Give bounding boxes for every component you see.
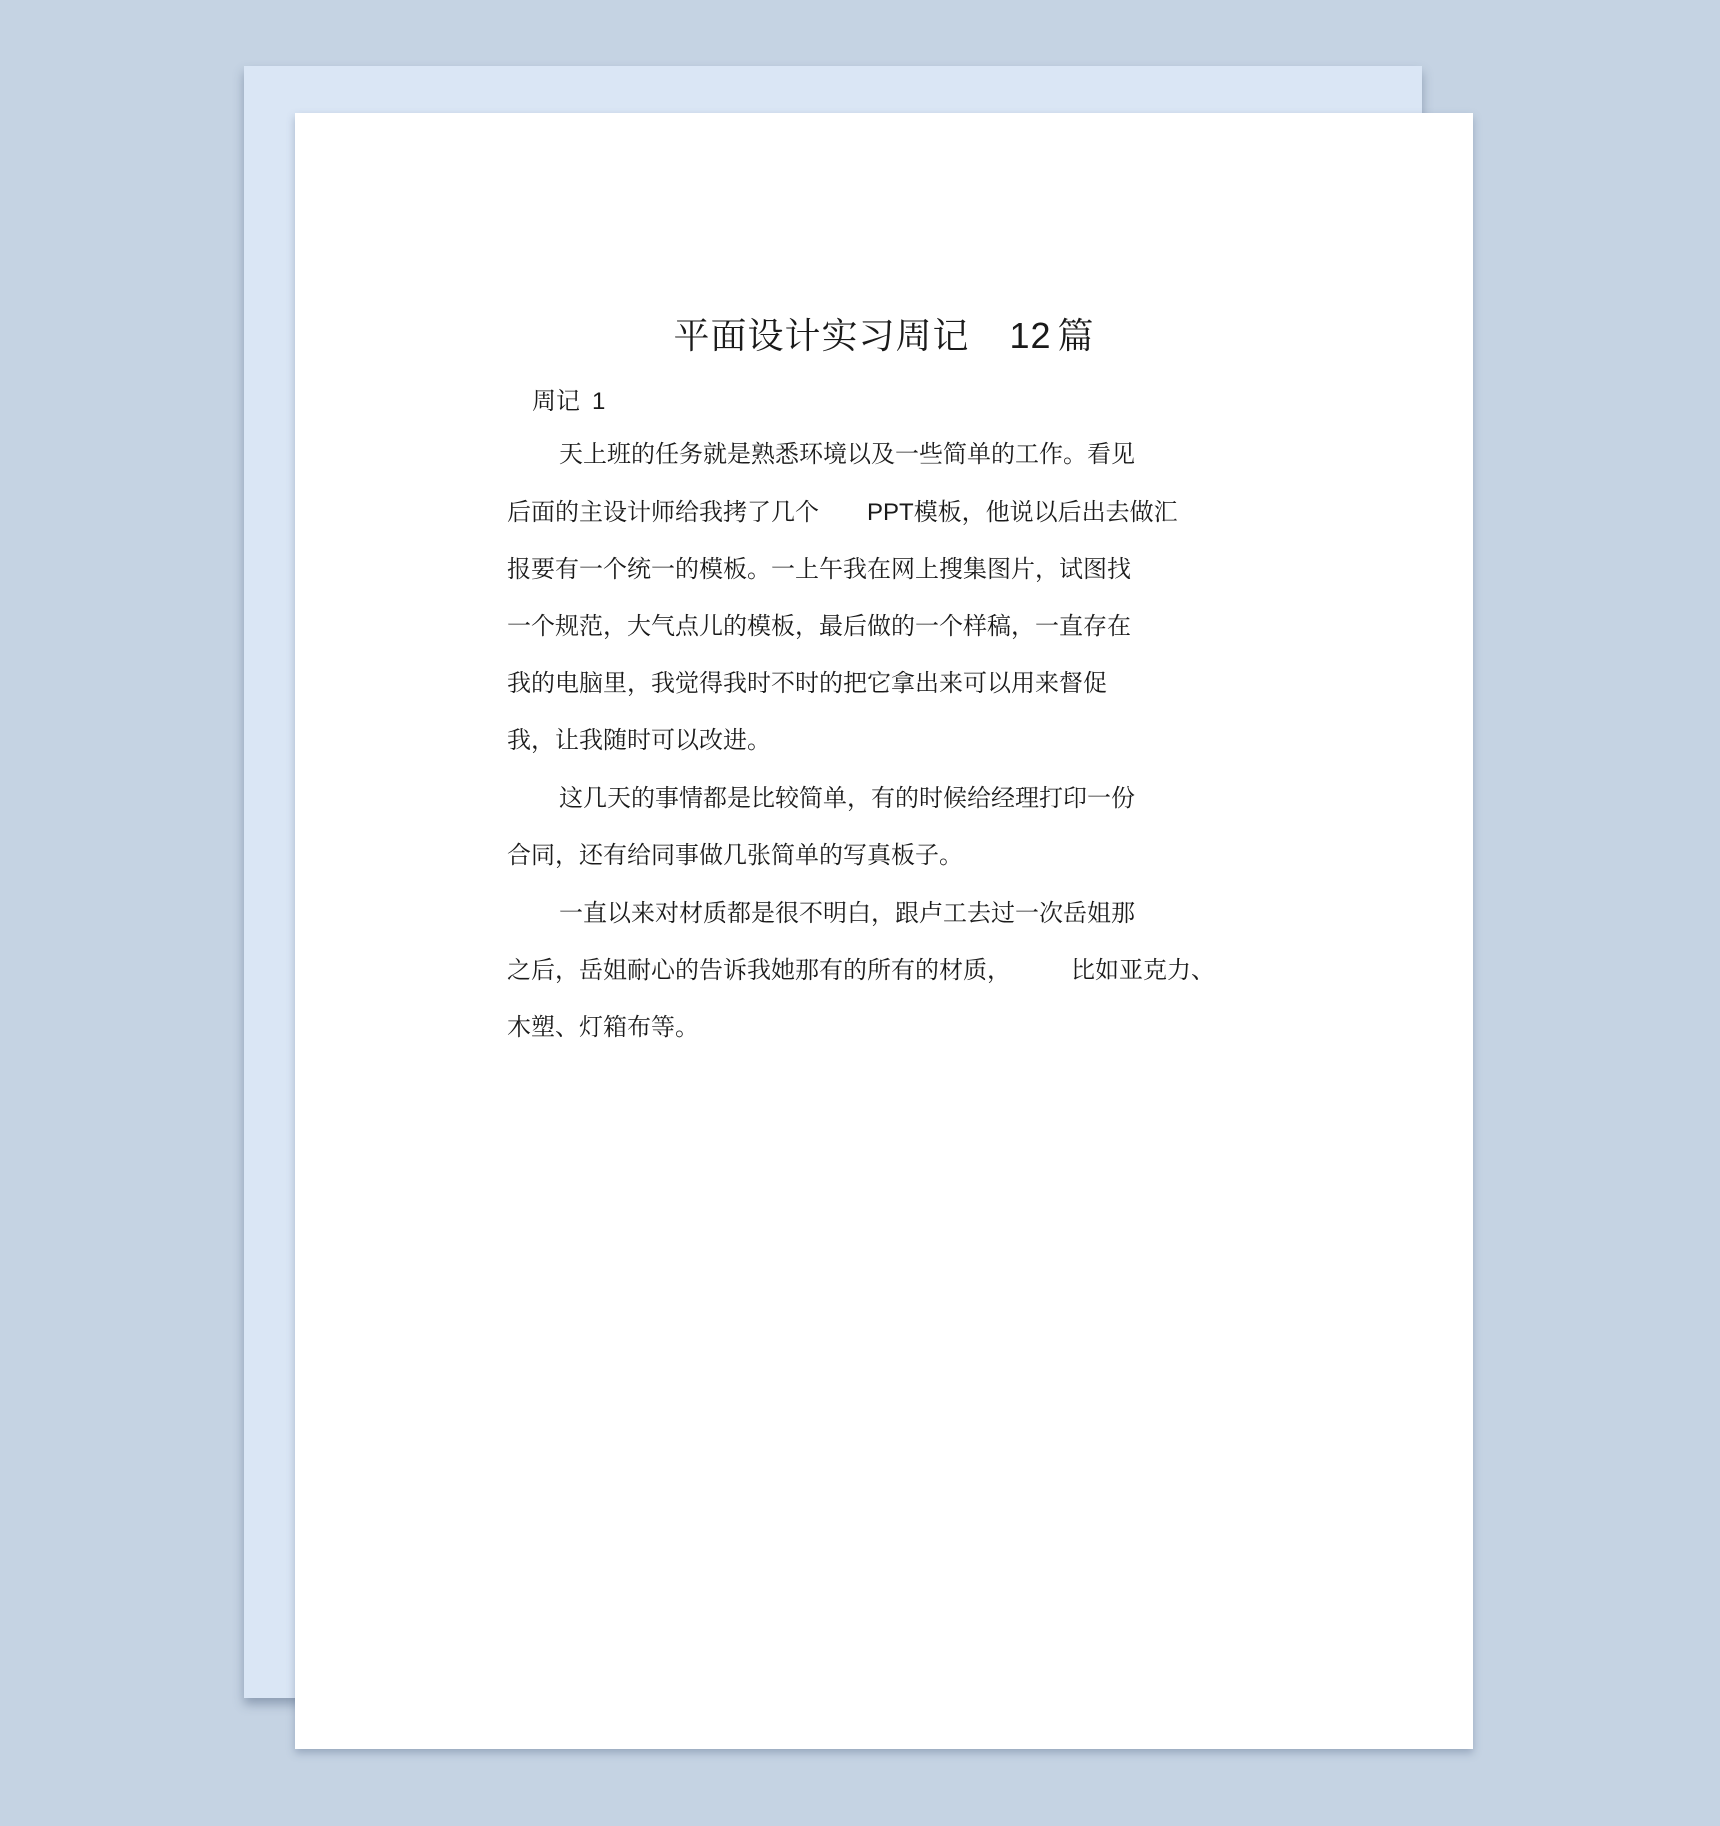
section-label: 周记: [532, 387, 580, 415]
text-line: 这几天的事情都是比较简单，有的时候给经理打印一份: [559, 784, 1135, 812]
section-heading: [532, 381, 605, 416]
title-count: 12: [1009, 315, 1052, 356]
text-line: 后面的主设计师给我拷了几个 PPT模板，他说以后出去做汇: [507, 498, 1178, 526]
text-line: 一个规范，大气点儿的模板，最后做的一个样稿，一直存在: [507, 612, 1131, 640]
ppt-term: PPT: [867, 499, 914, 526]
section-number: 1: [592, 388, 606, 415]
text-line: 木塑、灯箱布等。: [507, 1013, 699, 1041]
text-line: 合同，还有给同事做几张简单的写真板子。: [507, 841, 963, 869]
text-line: 一直以来对材质都是很不明白，跟卢工去过一次岳姐那: [559, 899, 1135, 927]
text-line: 我的电脑里，我觉得我时不时的把它拿出来可以用来督促: [507, 669, 1107, 697]
text-line: 我，让我随时可以改进。: [507, 726, 771, 754]
title-text: 平面设计实习周记: [673, 316, 970, 357]
document-title: [295, 308, 1473, 359]
document-page: [295, 113, 1473, 1749]
text-line: 之后，岳姐耐心的告诉我她那有的所有的材质， 比如亚克力、: [507, 956, 1215, 984]
text-line: 天上班的任务就是熟悉环境以及一些简单的工作。看见: [559, 440, 1135, 468]
title-suffix: 篇: [1057, 316, 1095, 357]
text-line: 报要有一个统一的模板。一上午我在网上搜集图片，试图找: [507, 555, 1131, 583]
